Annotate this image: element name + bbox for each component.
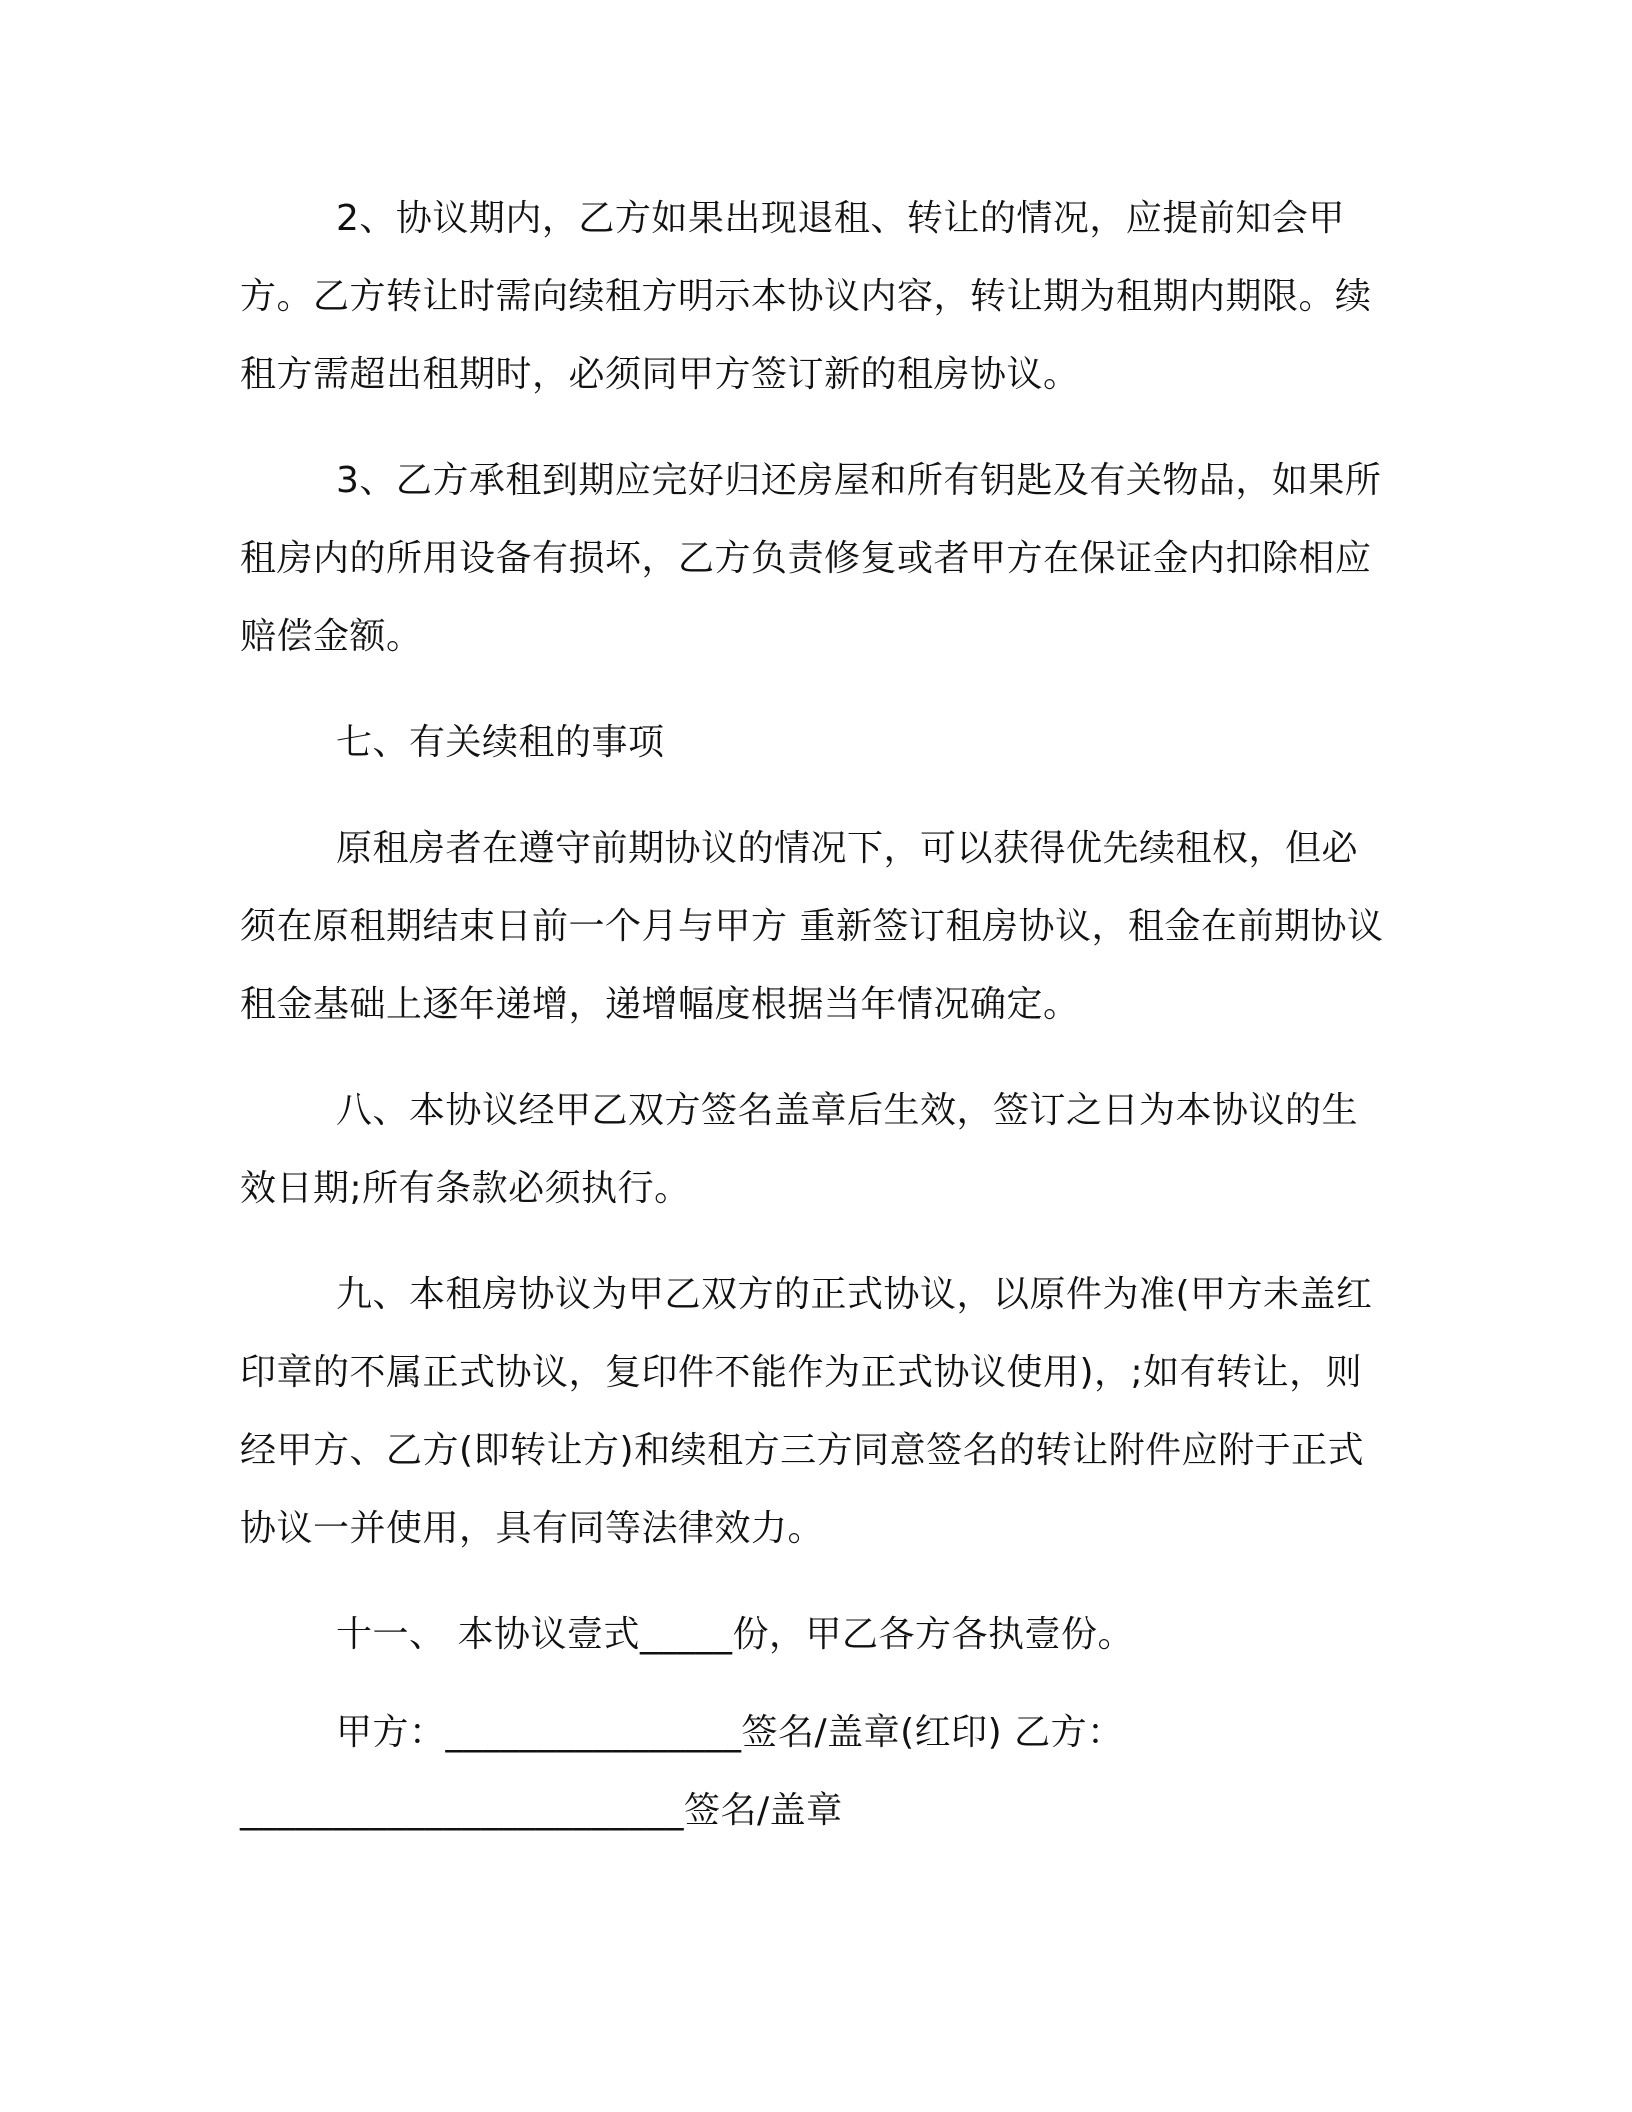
section-9-paragraph: 九、本租房协议为甲乙双方的正式协议，以原件为准(甲方未盖红印章的不属正式协议，复印件不能作为正式协议使用)，;如有转让，则经甲方、乙方(即转让方)和续租方三方同意签名的转让附件应附于正式协议一并使用，具有同等法律效力。	[240, 1274, 1373, 1549]
signature-line: 甲方：________________签名/盖章(红印) 乙方：________________________签名/盖章	[240, 1712, 1124, 1831]
section-7-heading: 七、有关续租的事项	[336, 722, 665, 763]
section-11-paragraph: 十一、 本协议壹式_____份，甲乙各方各执壹份。	[336, 1614, 1134, 1655]
clause-2-paragraph: 2、协议期内，乙方如果出现退租、转让的情况，应提前知会甲方。乙方转让时需向续租方明示本协议内容，转让期为租期内期限。续租方需超出租期时，必须同甲方签订新的租房协议。	[240, 198, 1372, 395]
document-body	[240, 180, 1390, 1878]
clause-3-paragraph: 3、乙方承租到期应完好归还房屋和所有钥匙及有关物品，如果所租房内的所用设备有损坏，乙方负责修复或者甲方在保证金内扣除相应赔偿金额。	[240, 460, 1382, 657]
renewal-paragraph: 原租房者在遵守前期协议的情况下，可以获得优先续租权，但必须在原租期结束日前一个月与甲方 重新签订租房协议，租金在前期协议租金基础上逐年递增，递增幅度根据当年情况确定。	[240, 828, 1384, 1025]
section-8-paragraph: 八、本协议经甲乙双方签名盖章后生效，签订之日为本协议的生效日期;所有条款必须执行。	[240, 1090, 1359, 1209]
